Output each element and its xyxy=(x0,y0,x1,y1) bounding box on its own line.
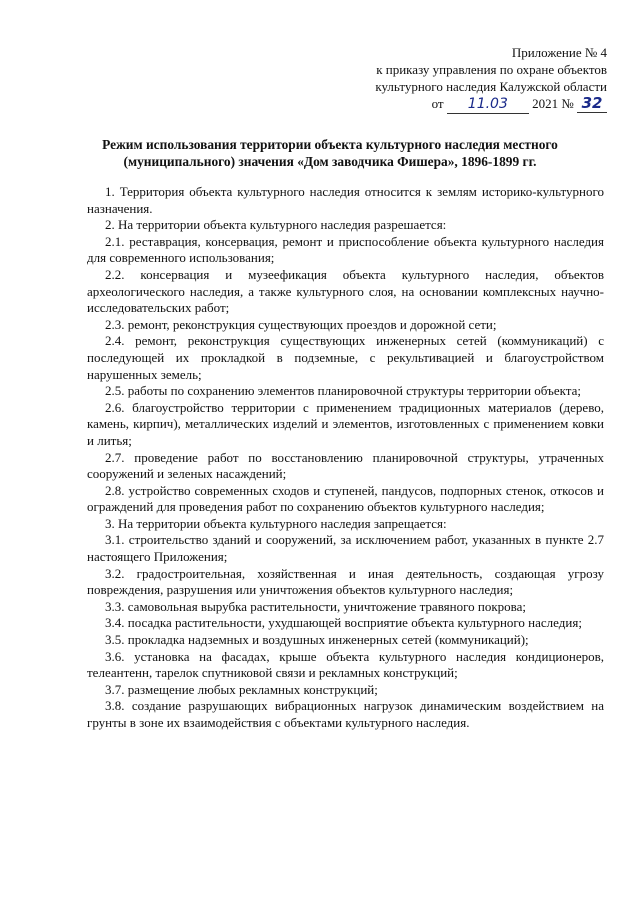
appendix-header xyxy=(375,44,607,114)
paragraph: 3.4. посадка растительности, ухудшающей восприятие объекта культурного наследия; xyxy=(105,615,582,631)
paragraph: 3.7. размещение любых рекламных конструкций; xyxy=(105,681,378,697)
appendix-order-ref: к приказу управления по охране объектов xyxy=(376,62,607,77)
paragraph: 3.3. самовольная вырубка растительности, уничтожение травяного покрова; xyxy=(105,598,526,614)
document-body xyxy=(87,184,604,732)
paragraph: 2.6. благоустройство территории с применением традиционных материалов (дерево, камень, кирпич), металлических изделий и элементов, изготовленных с применением ковки и литья; xyxy=(87,399,604,448)
paragraph: 2.7. проведение работ по восстановлению планировочной структуры, утраченных сооружений и зеленых насаждений; xyxy=(87,449,604,482)
paragraph: 1. Территория объекта культурного наследия относится к землям историко-культурного назначения. xyxy=(87,184,604,216)
appendix-authority: культурного наследия Калужской области xyxy=(375,79,607,94)
paragraph: 3.6. установка на фасадах, крыше объекта культурного наследия кондиционеров, телеантенн, тарелок спутниковой связи и рекламных конструкций; xyxy=(87,648,604,681)
handwritten-date: 11.03 xyxy=(447,96,529,114)
paragraph: 2. На территории объекта культурного наследия разрешается: xyxy=(105,217,447,233)
paragraph: 3.5. прокладка надземных и воздушных инженерных сетей (коммуникаций); xyxy=(105,632,529,648)
title-line-1: Режим использования территории объекта культурного наследия местного xyxy=(102,137,558,152)
appendix-number: Приложение № 4 xyxy=(511,45,607,60)
paragraph: 2.3. ремонт, реконструкция существующих проездов и дорожной сети; xyxy=(105,316,497,332)
appendix-date-line xyxy=(375,95,607,114)
year-label: 2021 № xyxy=(532,96,574,111)
paragraph: 2.4. ремонт, реконструкция существующих инженерных сетей (коммуникаций) с последующей их прокладкой в подземные, с рекультивацией и благоустройством нарушенных земель; xyxy=(87,333,604,382)
paragraph: 2.8. устройство современных сходов и ступеней, пандусов, подпорных стенок, откосов и ограждений для проведения работ по сохранению объектов культурного наследия; xyxy=(87,482,604,515)
date-prefix: от xyxy=(431,96,444,111)
paragraph: 3. На территории объекта культурного наследия запрещается: xyxy=(105,515,447,531)
paragraph: 2.1. реставрация, консервация, ремонт и приспособление объекта культурного наследия для современного использования; xyxy=(87,233,604,266)
paragraph: 2.2. консервация и музеефикация объекта культурного наследия, объектов археологического наследия, а также культурного слоя, на основании комплексных научно-исследовательских работ; xyxy=(87,266,604,316)
paragraph: 2.5. работы по сохранению элементов планировочной структуры территории объекта; xyxy=(105,383,581,399)
document-title xyxy=(70,136,590,170)
title-line-2: (муниципального) значения «Дом заводчика Фишера», 1896-1899 гг. xyxy=(123,154,537,169)
handwritten-order-number: 32 xyxy=(577,95,607,113)
paragraph: 3.2. градостроительная, хозяйственная и иная деятельность, создающая угрозу повреждения, разрушения или уничтожения объектов культурного наследия; xyxy=(87,565,604,598)
paragraph: 3.8. создание разрушающих вибрационных нагрузок динамическим воздействием на грунты в зоне их взаимодействия с объектами культурного наследия. xyxy=(87,698,604,730)
paragraph: 3.1. строительство зданий и сооружений, за исключением работ, указанных в пункте 2.7 настоящего Приложения; xyxy=(87,532,604,565)
